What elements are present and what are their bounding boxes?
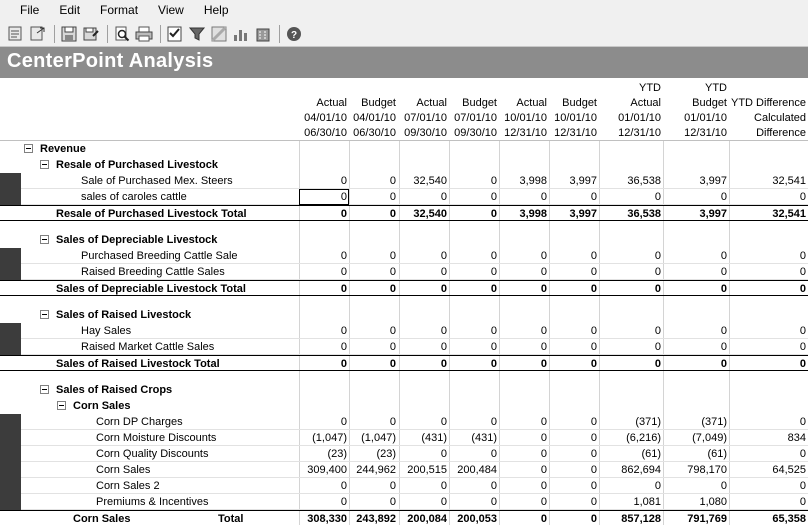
value-cell[interactable]: 0 <box>654 191 661 203</box>
row-label: Corn Sales <box>73 400 131 412</box>
total-row[interactable] <box>0 280 808 296</box>
row-label: Premiums & Incentives <box>96 496 209 508</box>
value-cell[interactable]: (1,047) <box>361 432 396 444</box>
value-cell[interactable]: 0 <box>720 341 727 353</box>
save-icon[interactable] <box>59 24 79 44</box>
value-cell[interactable]: (61) <box>707 448 727 460</box>
value-cell[interactable]: 0 <box>340 191 347 203</box>
value-cell[interactable]: 0 <box>799 416 806 428</box>
column-header-5-line-3: 10/01/10 <box>504 112 547 124</box>
row-selector[interactable] <box>0 430 21 446</box>
value-cell[interactable]: 0 <box>799 250 806 262</box>
menu-bar <box>0 0 808 21</box>
value-cell[interactable]: 0 <box>540 283 547 295</box>
value-cell[interactable]: (61) <box>641 448 661 460</box>
report-title: CenterPoint Analysis <box>7 50 214 72</box>
report-title-bar <box>0 47 808 78</box>
value-cell[interactable]: 0 <box>440 496 447 508</box>
value-cell[interactable]: 0 <box>540 448 547 460</box>
collapse-toggle-icon[interactable] <box>40 385 49 394</box>
value-cell[interactable]: 0 <box>540 250 547 262</box>
section-row[interactable] <box>0 307 808 323</box>
row-label: Raised Market Cattle Sales <box>81 341 215 353</box>
row-label: Sale of Purchased Mex. Steers <box>81 175 233 187</box>
value-cell[interactable]: (7,049) <box>692 432 727 444</box>
value-cell[interactable]: 0 <box>340 325 347 337</box>
total-row[interactable] <box>0 510 808 525</box>
value-cell[interactable]: 0 <box>654 480 661 492</box>
value-cell[interactable]: 32,541 <box>772 175 806 187</box>
line-item-row[interactable] <box>0 446 808 462</box>
value-cell[interactable]: 0 <box>490 341 497 353</box>
value-cell[interactable]: 0 <box>340 416 347 428</box>
menu-view[interactable]: View <box>158 3 184 17</box>
value-cell[interactable]: 0 <box>440 266 447 278</box>
value-cell[interactable]: 0 <box>490 358 497 370</box>
row-label: Corn Sales 2 <box>96 480 160 492</box>
value-cell[interactable]: 0 <box>440 416 447 428</box>
filter-icon[interactable] <box>187 24 207 44</box>
toolbar <box>0 21 808 47</box>
value-cell[interactable]: 200,484 <box>457 464 497 476</box>
value-cell[interactable]: 0 <box>490 448 497 460</box>
value-cell[interactable]: 0 <box>389 341 396 353</box>
column-header-7-line-1: YTD <box>639 82 661 94</box>
value-cell[interactable]: 0 <box>340 266 347 278</box>
value-cell[interactable]: 200,515 <box>407 464 447 476</box>
value-cell[interactable]: 0 <box>340 496 347 508</box>
toolbar-separator <box>54 25 55 43</box>
column-header-1-line-2: Actual <box>316 97 347 109</box>
column-header-6-line-3: 10/01/10 <box>554 112 597 124</box>
column-header-7-line-4: 12/31/10 <box>618 127 661 139</box>
value-cell[interactable]: 0 <box>540 480 547 492</box>
toolbar-separator <box>160 25 161 43</box>
value-cell[interactable]: 834 <box>787 432 806 444</box>
row-label: Sales of Depreciable Livestock <box>56 234 218 246</box>
value-cell[interactable]: 0 <box>440 325 447 337</box>
line-item-row[interactable] <box>0 264 808 280</box>
column-header-9-line-2: YTD Difference <box>731 97 806 109</box>
value-cell[interactable]: (23) <box>376 448 396 460</box>
column-header-8-line-1: YTD <box>705 82 727 94</box>
value-cell[interactable]: 1,081 <box>633 496 661 508</box>
row-label: Revenue <box>40 143 86 155</box>
column-header-1-line-3: 04/01/10 <box>304 112 347 124</box>
row-label: Purchased Breeding Cattle Sale <box>81 250 238 262</box>
value-cell[interactable]: 0 <box>799 266 806 278</box>
column-header-7-line-3: 01/01/10 <box>618 112 661 124</box>
value-cell[interactable]: 0 <box>799 448 806 460</box>
value-cell[interactable]: 0 <box>799 496 806 508</box>
value-cell[interactable]: 0 <box>490 250 497 262</box>
collapse-toggle-icon[interactable] <box>40 310 49 319</box>
column-header-3-line-3: 07/01/10 <box>404 112 447 124</box>
value-cell[interactable]: 200,084 <box>407 513 447 525</box>
row-selector[interactable] <box>0 446 21 462</box>
value-cell[interactable]: 0 <box>490 496 497 508</box>
row-label: Corn Sales <box>96 464 151 476</box>
row-label: Corn Quality Discounts <box>96 448 209 460</box>
value-cell[interactable]: 0 <box>540 432 547 444</box>
value-cell[interactable]: 0 <box>590 341 597 353</box>
section-row[interactable] <box>0 398 808 414</box>
row-label: Corn Sales <box>73 513 131 525</box>
save-as-icon[interactable] <box>81 24 101 44</box>
report-grid[interactable] <box>0 79 808 525</box>
value-cell[interactable]: 0 <box>590 432 597 444</box>
checklist-icon[interactable] <box>165 24 185 44</box>
help-icon[interactable] <box>284 24 304 44</box>
value-cell[interactable]: 0 <box>720 480 727 492</box>
column-header-9-line-3: Calculated <box>754 112 806 124</box>
line-item-row[interactable] <box>0 248 808 264</box>
row-selector[interactable] <box>0 248 21 264</box>
value-cell[interactable]: 0 <box>590 283 597 295</box>
value-cell[interactable]: 0 <box>389 283 396 295</box>
row-label: Sales of Depreciable Livestock Total <box>56 283 246 295</box>
section-row[interactable] <box>0 141 808 157</box>
row-label-suffix: Total <box>218 513 244 525</box>
value-cell[interactable]: 0 <box>440 341 447 353</box>
row-selector[interactable] <box>0 339 21 355</box>
value-cell[interactable]: 0 <box>654 266 661 278</box>
collapse-toggle-icon[interactable] <box>57 401 66 410</box>
row-selector[interactable] <box>0 323 21 339</box>
row-label: Corn Moisture Discounts <box>96 432 217 444</box>
value-cell[interactable]: 0 <box>490 283 497 295</box>
value-cell[interactable]: 3,997 <box>699 175 727 187</box>
value-cell[interactable]: 244,962 <box>356 464 396 476</box>
value-cell[interactable]: 0 <box>389 325 396 337</box>
value-cell[interactable]: 1,080 <box>699 496 727 508</box>
value-cell[interactable]: 0 <box>389 175 396 187</box>
column-header-5-line-4: 12/31/10 <box>504 127 547 139</box>
line-item-row[interactable] <box>0 430 808 446</box>
collapse-toggle-icon[interactable] <box>24 144 33 153</box>
value-cell[interactable]: 3,998 <box>519 208 547 220</box>
line-item-row[interactable] <box>0 339 808 355</box>
value-cell[interactable]: 0 <box>440 358 447 370</box>
value-cell[interactable]: 0 <box>389 480 396 492</box>
value-cell[interactable]: 0 <box>490 266 497 278</box>
row-label: Resale of Purchased Livestock Total <box>56 208 247 220</box>
export-icon[interactable] <box>28 24 48 44</box>
value-cell[interactable]: 3,997 <box>569 175 597 187</box>
value-cell[interactable]: 0 <box>720 250 727 262</box>
value-cell[interactable]: 0 <box>540 513 547 525</box>
column-header-6-line-4: 12/31/10 <box>554 127 597 139</box>
value-cell[interactable]: (6,216) <box>626 432 661 444</box>
toolbar-separator <box>279 25 280 43</box>
row-selector[interactable] <box>0 189 21 205</box>
value-cell[interactable]: 0 <box>799 325 806 337</box>
value-cell[interactable]: 0 <box>590 250 597 262</box>
line-item-row[interactable] <box>0 189 808 205</box>
column-header-3-line-4: 09/30/10 <box>404 127 447 139</box>
value-cell[interactable]: 0 <box>490 175 497 187</box>
value-cell[interactable]: 0 <box>590 416 597 428</box>
row-label: Corn DP Charges <box>96 416 183 428</box>
value-cell[interactable]: 0 <box>490 325 497 337</box>
value-cell[interactable]: 0 <box>720 191 727 203</box>
value-cell[interactable]: 0 <box>389 496 396 508</box>
row-label: Resale of Purchased Livestock <box>56 159 219 171</box>
row-selector[interactable] <box>0 173 21 189</box>
value-cell[interactable]: 0 <box>654 283 661 295</box>
value-cell[interactable]: 0 <box>540 341 547 353</box>
line-item-row[interactable] <box>0 478 808 494</box>
value-cell[interactable]: 0 <box>440 480 447 492</box>
total-row[interactable] <box>0 355 808 371</box>
value-cell[interactable]: 0 <box>799 480 806 492</box>
value-cell[interactable]: 0 <box>340 341 347 353</box>
value-cell[interactable]: 0 <box>490 191 497 203</box>
value-cell[interactable]: 0 <box>490 416 497 428</box>
value-cell[interactable]: 0 <box>540 464 547 476</box>
value-cell[interactable]: (1,047) <box>312 432 347 444</box>
value-cell[interactable]: 0 <box>654 341 661 353</box>
value-cell[interactable]: (371) <box>635 416 661 428</box>
value-cell[interactable]: 0 <box>440 283 447 295</box>
value-cell[interactable]: 64,525 <box>772 464 806 476</box>
value-cell[interactable]: 0 <box>720 283 727 295</box>
value-cell[interactable]: 0 <box>654 250 661 262</box>
value-cell[interactable]: 0 <box>340 358 347 370</box>
column-header-4-line-4: 09/30/10 <box>454 127 497 139</box>
menu-help[interactable]: Help <box>203 3 229 17</box>
value-cell[interactable]: 0 <box>720 325 727 337</box>
section-row[interactable] <box>0 232 808 248</box>
value-cell[interactable]: 0 <box>799 358 806 370</box>
value-cell[interactable]: 0 <box>340 250 347 262</box>
row-label: Sales of Raised Livestock <box>56 309 192 321</box>
menu-edit[interactable]: Edit <box>59 3 81 17</box>
value-cell[interactable]: (431) <box>471 432 497 444</box>
active-cell-cursor <box>299 189 349 205</box>
value-cell[interactable]: 0 <box>590 325 597 337</box>
row-label: sales of caroles cattle <box>81 191 187 203</box>
line-item-row[interactable] <box>0 462 808 478</box>
value-cell[interactable]: 32,540 <box>413 208 447 220</box>
building-icon[interactable] <box>253 24 273 44</box>
line-item-row[interactable] <box>0 414 808 430</box>
value-cell[interactable]: 862,694 <box>621 464 661 476</box>
value-cell[interactable]: 309,400 <box>307 464 347 476</box>
value-cell[interactable]: 798,170 <box>687 464 727 476</box>
value-cell[interactable]: 857,128 <box>621 513 661 525</box>
section-row[interactable] <box>0 382 808 398</box>
column-header-6-line-2: Budget <box>562 97 597 109</box>
value-cell[interactable]: 0 <box>340 175 347 187</box>
row-selector[interactable] <box>0 478 21 494</box>
line-item-row[interactable] <box>0 173 808 189</box>
value-cell[interactable]: 0 <box>654 358 661 370</box>
value-cell[interactable]: 0 <box>389 250 396 262</box>
value-cell[interactable]: 0 <box>540 416 547 428</box>
value-cell[interactable]: (23) <box>327 448 347 460</box>
value-cell[interactable]: 0 <box>540 266 547 278</box>
column-header-4-line-3: 07/01/10 <box>454 112 497 124</box>
value-cell[interactable]: 0 <box>590 266 597 278</box>
value-cell[interactable]: 32,540 <box>413 175 447 187</box>
value-cell[interactable]: 0 <box>654 325 661 337</box>
value-cell[interactable]: 36,538 <box>627 208 661 220</box>
value-cell[interactable]: 0 <box>590 480 597 492</box>
value-cell[interactable]: 0 <box>590 464 597 476</box>
value-cell[interactable]: 791,769 <box>687 513 727 525</box>
column-header-8-line-3: 01/01/10 <box>684 112 727 124</box>
value-cell[interactable]: 0 <box>389 266 396 278</box>
column-header-5-line-2: Actual <box>516 97 547 109</box>
value-cell[interactable]: 36,538 <box>627 175 661 187</box>
print-preview-icon[interactable] <box>112 24 132 44</box>
column-header-9-line-4: Difference <box>756 127 806 139</box>
value-cell[interactable]: 243,892 <box>356 513 396 525</box>
value-cell[interactable]: 0 <box>340 208 347 220</box>
value-cell[interactable]: 0 <box>340 283 347 295</box>
row-label: Raised Breeding Cattle Sales <box>81 266 225 278</box>
value-cell[interactable]: 0 <box>490 480 497 492</box>
value-cell[interactable]: 3,998 <box>519 175 547 187</box>
menu-format[interactable]: Format <box>100 3 139 17</box>
value-cell[interactable]: 0 <box>440 448 447 460</box>
column-header-7-line-2: Actual <box>630 97 661 109</box>
value-cell[interactable]: 0 <box>799 283 806 295</box>
svg-text:?: ? <box>290 29 298 41</box>
column-header-1-line-4: 06/30/10 <box>304 127 347 139</box>
value-cell[interactable]: 0 <box>389 358 396 370</box>
value-cell[interactable]: 0 <box>540 358 547 370</box>
value-cell[interactable]: 0 <box>540 191 547 203</box>
value-cell[interactable]: 0 <box>590 448 597 460</box>
value-cell[interactable]: 0 <box>590 358 597 370</box>
value-cell[interactable]: 0 <box>799 191 806 203</box>
column-header-2-line-4: 06/30/10 <box>353 127 396 139</box>
column-header-4-line-2: Budget <box>462 97 497 109</box>
value-cell[interactable]: 0 <box>540 325 547 337</box>
value-cell[interactable]: (371) <box>701 416 727 428</box>
value-cell[interactable]: 0 <box>440 250 447 262</box>
value-cell[interactable]: 0 <box>340 480 347 492</box>
value-cell[interactable]: 0 <box>490 208 497 220</box>
menu-file[interactable]: File <box>20 3 40 17</box>
value-cell[interactable]: 32,541 <box>772 208 806 220</box>
value-cell[interactable]: 0 <box>440 191 447 203</box>
collapse-toggle-icon[interactable] <box>40 160 49 169</box>
row-selector[interactable] <box>0 414 21 430</box>
row-label: Sales of Raised Crops <box>56 384 173 396</box>
value-cell[interactable]: (431) <box>421 432 447 444</box>
column-header-8-line-2: Budget <box>692 97 727 109</box>
column-header-2-line-2: Budget <box>361 97 396 109</box>
chart-icon[interactable] <box>209 24 229 44</box>
column-header-3-line-2: Actual <box>416 97 447 109</box>
graph-icon[interactable] <box>231 24 251 44</box>
total-row[interactable] <box>0 205 808 221</box>
value-cell[interactable]: 0 <box>590 513 597 525</box>
value-cell[interactable]: 65,358 <box>772 513 806 525</box>
row-selector[interactable] <box>0 264 21 280</box>
value-cell[interactable]: 308,330 <box>307 513 347 525</box>
value-cell[interactable]: 0 <box>540 496 547 508</box>
value-cell[interactable]: 0 <box>389 191 396 203</box>
value-cell[interactable]: 200,053 <box>457 513 497 525</box>
value-cell[interactable]: 0 <box>720 266 727 278</box>
value-cell[interactable]: 0 <box>389 416 396 428</box>
column-header-2-line-3: 04/01/10 <box>353 112 396 124</box>
value-cell[interactable]: 3,997 <box>699 208 727 220</box>
open-report-icon[interactable] <box>6 24 26 44</box>
value-cell[interactable]: 3,997 <box>569 208 597 220</box>
print-icon[interactable] <box>134 24 154 44</box>
value-cell[interactable]: 0 <box>720 358 727 370</box>
row-label: Sales of Raised Livestock Total <box>56 358 220 370</box>
row-selector[interactable] <box>0 494 21 510</box>
row-selector[interactable] <box>0 462 21 478</box>
value-cell[interactable]: 0 <box>389 208 396 220</box>
value-cell[interactable]: 0 <box>590 191 597 203</box>
collapse-toggle-icon[interactable] <box>40 235 49 244</box>
row-label: Hay Sales <box>81 325 132 337</box>
section-row[interactable] <box>0 157 808 173</box>
line-item-row[interactable] <box>0 494 808 510</box>
line-item-row[interactable] <box>0 323 808 339</box>
value-cell[interactable]: 0 <box>590 496 597 508</box>
value-cell[interactable]: 0 <box>799 341 806 353</box>
column-header-8-line-4: 12/31/10 <box>684 127 727 139</box>
toolbar-separator <box>107 25 108 43</box>
